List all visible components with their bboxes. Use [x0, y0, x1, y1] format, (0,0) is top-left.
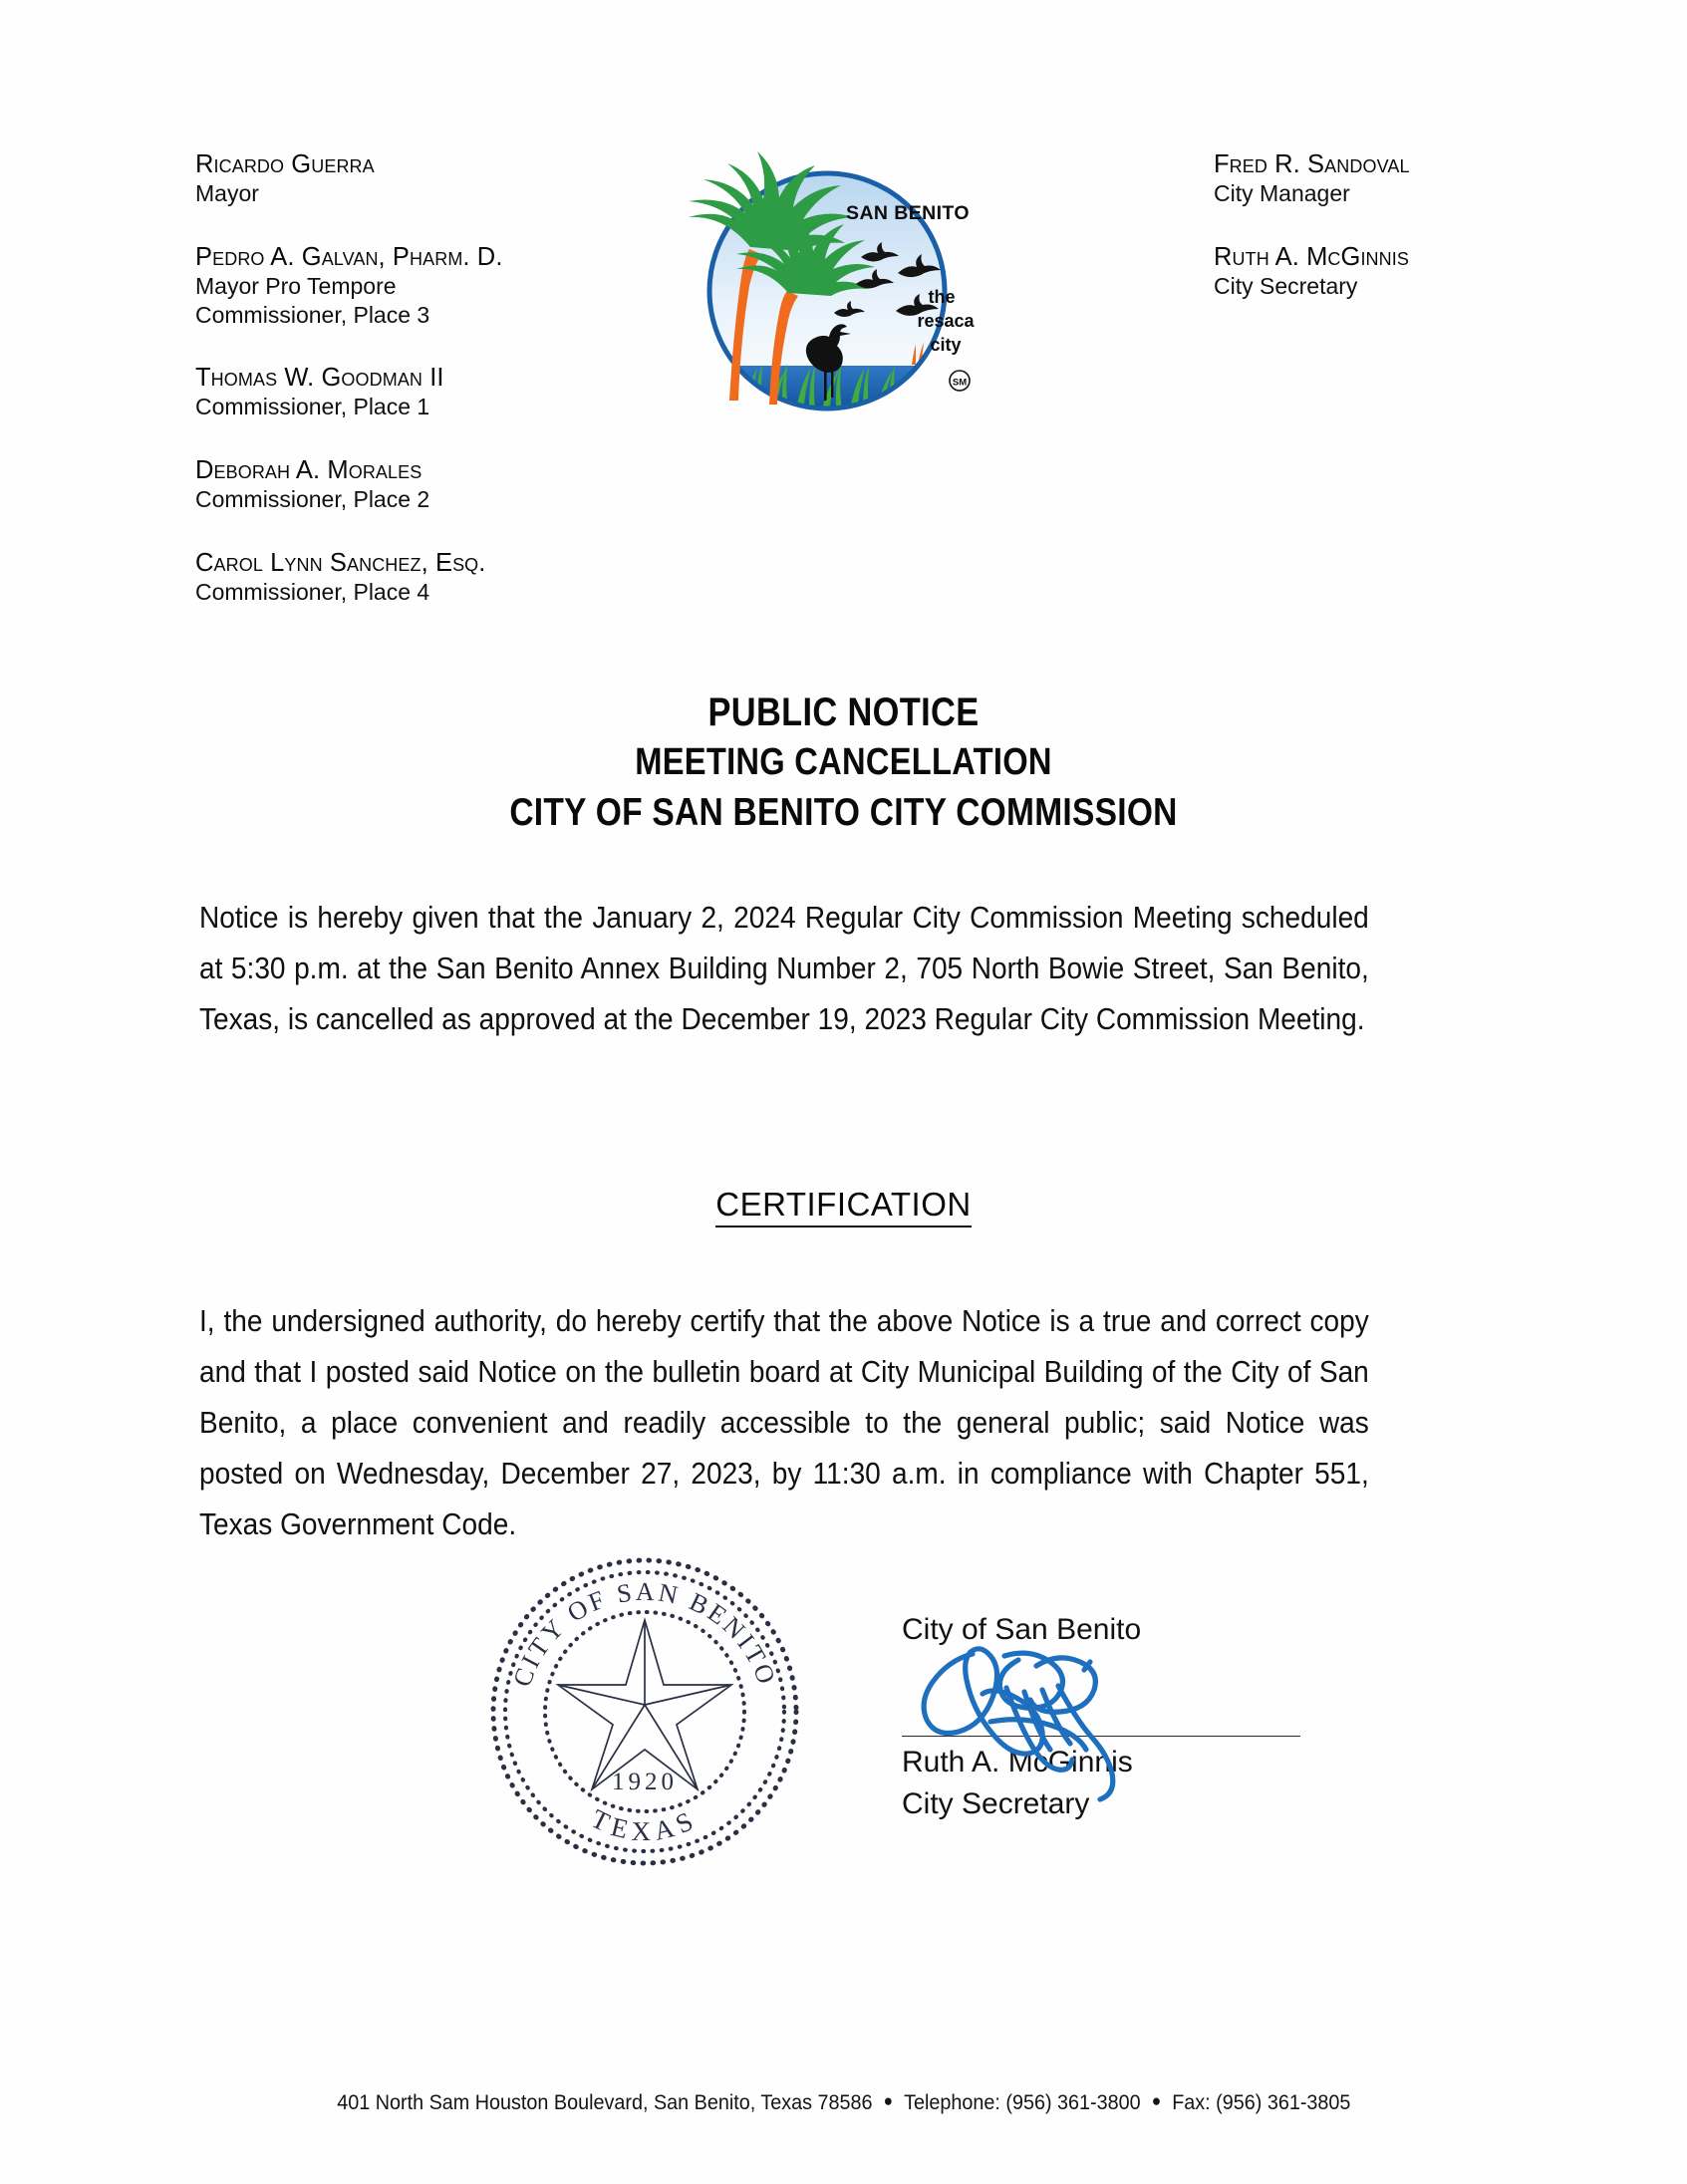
seal-year: 1920: [612, 1769, 678, 1795]
footer-separator-icon: ●: [1151, 2091, 1161, 2110]
official-name: Ricardo Guerra: [195, 150, 375, 178]
letterhead: [0, 149, 1687, 648]
official-role: Mayor Pro Tempore: [195, 272, 397, 299]
footer-separator-icon: ●: [883, 2091, 893, 2110]
certification-heading: [0, 1186, 1687, 1224]
footer-telephone: Telephone: (956) 361-3800: [903, 2090, 1141, 2114]
official-role: Mayor: [195, 180, 259, 207]
notice-title-block: [0, 687, 1687, 838]
logo-service-mark: [950, 371, 970, 391]
official-entry: [195, 242, 624, 330]
official-entry: [195, 149, 624, 208]
svg-text:SM: SM: [952, 377, 968, 389]
official-name: Fred R. Sandoval: [1214, 150, 1410, 178]
official-role: City Manager: [1214, 180, 1350, 207]
official-role: Commissioner, Place 2: [195, 486, 430, 513]
official-name: Thomas W. Goodman II: [195, 364, 444, 393]
signatory-title: City Secretary: [902, 1787, 1090, 1820]
official-entry: [1214, 242, 1642, 301]
signature-block: [902, 1609, 1400, 1651]
official-role: City Secretary: [1214, 272, 1358, 299]
notice-paragraph: Notice is hereby given that the January 2, 2024 Regular City Commission Meeting scheduled at 5:30 p.m. at the San Benito Annex Building Number 2, 705 North Bowie Street, San Benito, Texas, is cancelled as approved at the December 19, 2023 Regular City Commission Meeting.: [199, 900, 1369, 1036]
officials-left-column: [195, 149, 624, 607]
footer-address: 401 North Sam Houston Boulevard, San Benito, Texas 78586: [336, 2090, 873, 2114]
signatory-name: Ruth A. McGinnis: [902, 1746, 1133, 1778]
page-footer: [0, 2090, 1687, 2115]
footer-fax: Fax: (956) 361-3805: [1171, 2090, 1351, 2114]
official-name: Ruth A. McGinnis: [1214, 242, 1409, 271]
official-role: Commissioner, Place 4: [195, 579, 430, 606]
page-subtitle-secondary: CITY OF SAN BENITO CITY COMMISSION: [509, 790, 1178, 834]
page-title: PUBLIC NOTICE: [707, 690, 980, 734]
official-entry: [195, 548, 624, 607]
city-logo: [613, 151, 1051, 430]
official-name: Carol Lynn Sanchez, Esq.: [195, 549, 486, 578]
official-name: Pedro A. Galvan, Pharm. D.: [195, 242, 503, 271]
seal-bottom-text: TEXAS: [586, 1802, 703, 1847]
seal-top-text: CITY OF SAN BENITO: [507, 1576, 782, 1691]
certification-paragraph: I, the undersigned authority, do hereby certify that the above Notice is a true and correct copy and that I posted said Notice on the bulletin board at City Municipal Building of the City of San Benito, a place convenient and readily accessible to the general public; said Notice was posted on Wednesday, December 27, 2023, by 11:30 a.m. in compliance with Chapter 551, Texas Government Code.: [199, 1303, 1369, 1541]
logo-tagline-city: city: [930, 335, 962, 355]
official-name: Deborah A. Morales: [195, 456, 422, 485]
official-entry: [1214, 149, 1642, 208]
signature-line: [902, 1736, 1300, 1737]
logo-tagline-resaca: resaca: [917, 311, 975, 331]
official-role-secondary: Commissioner, Place 3: [195, 301, 430, 328]
city-seal-stamp: [480, 1542, 809, 1876]
signature-entity: City of San Benito: [902, 1613, 1142, 1646]
footer-contact-line: [337, 2090, 1350, 2115]
logo-city-name: SAN BENITO: [846, 202, 970, 224]
official-entry: [195, 455, 624, 514]
page-subtitle: MEETING CANCELLATION: [635, 741, 1052, 784]
certification-heading-text: CERTIFICATION: [715, 1186, 971, 1228]
official-entry: [195, 363, 624, 421]
officials-right-column: [1214, 149, 1642, 301]
official-role: Commissioner, Place 1: [195, 394, 430, 420]
logo-tagline-the: the: [928, 287, 956, 307]
seal-star: [558, 1620, 731, 1789]
